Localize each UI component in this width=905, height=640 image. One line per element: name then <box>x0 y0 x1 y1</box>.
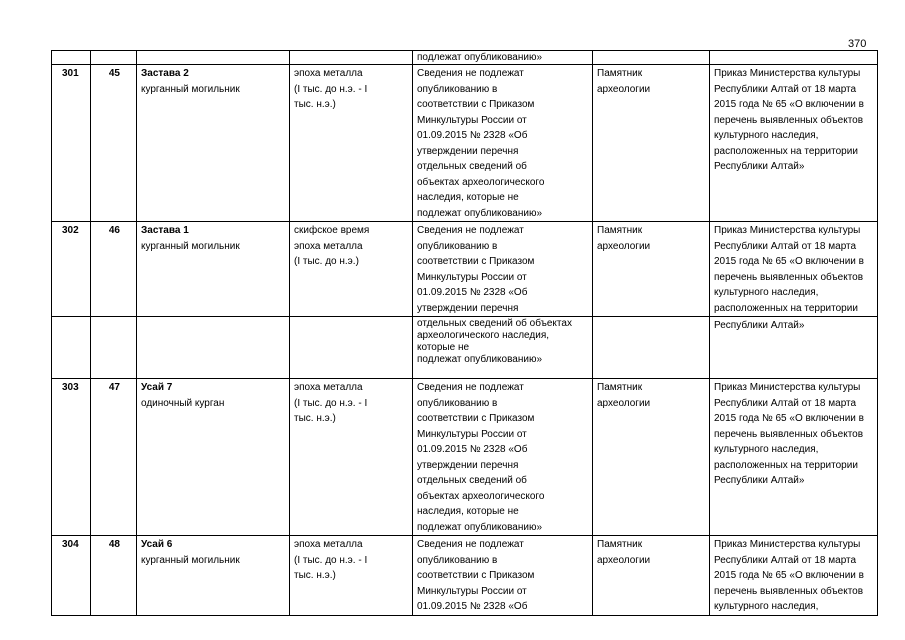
category-line: Памятник <box>597 225 643 236</box>
info-line: отдельных сведений об <box>417 475 527 486</box>
info-cell <box>413 536 593 616</box>
row-number <box>52 536 91 616</box>
document-line: Приказ Министерства культуры <box>714 382 861 393</box>
info-line: соответствии с Приказом <box>417 256 535 267</box>
object-name: Застава 1 <box>141 225 189 236</box>
object-name: Усай 6 <box>141 539 173 550</box>
document-line: перечень выявленных объектов <box>714 585 864 597</box>
document-line: перечень выявленных объектов <box>714 114 864 126</box>
document-line: расположенных на территории <box>714 145 858 157</box>
info-line: соответствии с Приказом <box>417 570 535 581</box>
category-line: археологии <box>597 83 651 95</box>
info-line: подлежат опубликованию» <box>417 207 543 219</box>
object-kind: курганный могильник <box>141 240 240 252</box>
table-row <box>52 65 878 222</box>
row-number-value: 302 <box>62 225 79 236</box>
row-number <box>52 379 91 536</box>
object-kind: одиночный курган <box>141 397 225 409</box>
document-line: перечень выявленных объектов <box>714 428 864 440</box>
info-cell <box>413 65 593 222</box>
category-line: Памятник <box>597 539 643 550</box>
info-line: археологического наследия, <box>417 330 550 341</box>
row-number <box>52 65 91 222</box>
object-name: Застава 2 <box>141 68 189 79</box>
era-line: эпоха металла <box>294 539 363 550</box>
era-line: тыс. н.э.) <box>294 413 336 424</box>
info-line: опубликованию в <box>417 397 498 409</box>
top-fragment <box>413 51 593 65</box>
sub-number-value: 48 <box>108 539 120 550</box>
document-line: Республики Алтай от 18 марта <box>714 554 857 566</box>
info-line: Сведения не подлежат <box>417 382 524 393</box>
era-line: эпоха металла <box>294 382 363 393</box>
document-line: Республики Алтай от 18 марта <box>714 397 857 409</box>
sub-number <box>91 65 137 222</box>
empty-cell <box>52 317 91 379</box>
sub-number-value: 45 <box>108 68 120 79</box>
info-line: Минкультуры России от <box>417 271 527 283</box>
table-row <box>52 51 878 65</box>
info-line: утверждении перечня <box>417 145 519 157</box>
table-row <box>52 536 878 616</box>
info-line: опубликованию в <box>417 240 498 252</box>
document-line: Республики Алтай» <box>714 161 805 172</box>
document-cell <box>710 65 878 222</box>
era-line: тыс. н.э.) <box>294 570 336 581</box>
info-line: опубликованию в <box>417 83 498 95</box>
row-number-value: 301 <box>62 68 79 79</box>
info-line: утверждении перечня <box>417 302 519 314</box>
category-line: Памятник <box>597 68 643 79</box>
info-line: подлежат опубликованию» <box>417 521 543 533</box>
category-cell <box>593 65 710 222</box>
monuments-table <box>51 50 878 616</box>
document-cell <box>710 317 878 379</box>
document-line: культурного наследия, <box>714 287 819 298</box>
info-cell <box>413 379 593 536</box>
empty-cell <box>137 317 290 379</box>
era-line: (I тыс. до н.э. - I <box>294 554 368 566</box>
object-name-cell <box>137 65 290 222</box>
document-cell <box>710 379 878 536</box>
info-cell <box>413 222 593 317</box>
info-cell <box>413 317 593 379</box>
object-name-cell <box>137 222 290 317</box>
info-line: утверждении перечня <box>417 459 519 471</box>
info-line: объектах археологического <box>417 490 545 502</box>
document-line: 2015 года № 65 «О включении в <box>714 99 864 110</box>
object-name-cell <box>137 536 290 616</box>
info-line: отдельных сведений об <box>417 161 527 172</box>
sub-number-value: 46 <box>108 225 120 236</box>
info-line: отдельных сведений об объектах <box>417 318 572 329</box>
era-line: (I тыс. до н.э. - I <box>294 83 368 95</box>
table-row-continuation <box>52 317 878 379</box>
era-line: скифское время <box>294 225 370 236</box>
sub-number <box>91 379 137 536</box>
info-line: Сведения не подлежат <box>417 68 524 79</box>
document-line: культурного наследия, <box>714 130 819 141</box>
document-cell <box>710 536 878 616</box>
category-cell <box>593 222 710 317</box>
era-line: тыс. н.э.) <box>294 99 336 110</box>
info-line: Минкультуры России от <box>417 428 527 440</box>
object-name: Усай 7 <box>141 382 173 393</box>
info-line: Минкультуры России от <box>417 114 527 126</box>
info-line: Сведения не подлежат <box>417 539 524 550</box>
info-line: 01.09.2015 № 2328 «Об <box>417 444 528 455</box>
info-line: 01.09.2015 № 2328 «Об <box>417 130 528 141</box>
empty-cell <box>593 317 710 379</box>
table-row <box>52 379 878 536</box>
document-line: 2015 года № 65 «О включении в <box>714 413 864 424</box>
sub-number-value: 47 <box>108 382 120 393</box>
info-line: подлежат опубликованию» <box>417 52 543 63</box>
era-cell <box>290 222 413 317</box>
info-line: 01.09.2015 № 2328 «Об <box>417 601 528 612</box>
era-line: эпоха металла <box>294 240 363 252</box>
document-line: 2015 года № 65 «О включении в <box>714 570 864 581</box>
category-cell <box>593 379 710 536</box>
document-line: Приказ Министерства культуры <box>714 68 861 79</box>
info-line: 01.09.2015 № 2328 «Об <box>417 287 528 298</box>
sub-number <box>91 222 137 317</box>
document-line: Республики Алтай» <box>714 320 805 331</box>
category-line: археологии <box>597 554 651 566</box>
category-cell <box>593 536 710 616</box>
table-row <box>52 222 878 317</box>
document-line: перечень выявленных объектов <box>714 271 864 283</box>
row-number-value: 303 <box>62 382 79 393</box>
info-line: подлежат опубликованию» <box>417 354 543 365</box>
era-cell <box>290 379 413 536</box>
info-line: наследия, которые не <box>417 192 519 203</box>
document-line: Приказ Министерства культуры <box>714 225 861 236</box>
info-line: наследия, которые не <box>417 506 519 517</box>
info-line: Минкультуры России от <box>417 585 527 597</box>
object-name-cell <box>137 379 290 536</box>
era-cell <box>290 65 413 222</box>
era-line: (I тыс. до н.э.) <box>294 256 359 267</box>
document-line: культурного наследия, <box>714 444 819 455</box>
document-line: расположенных на территории <box>714 302 858 314</box>
info-line: соответствии с Приказом <box>417 413 535 424</box>
category-line: Памятник <box>597 382 643 393</box>
document-line: расположенных на территории <box>714 459 858 471</box>
era-line: (I тыс. до н.э. - I <box>294 397 368 409</box>
era-cell <box>290 536 413 616</box>
document-cell <box>710 222 878 317</box>
info-line: объектах археологического <box>417 176 545 188</box>
info-line: соответствии с Приказом <box>417 99 535 110</box>
page-number: 370 <box>848 38 867 50</box>
row-number-value: 304 <box>62 539 79 550</box>
object-kind: курганный могильник <box>141 83 240 95</box>
info-line: которые не <box>417 342 470 353</box>
document-line: Республики Алтай» <box>714 475 805 486</box>
empty-cell <box>290 317 413 379</box>
document-line: культурного наследия, <box>714 601 819 612</box>
document-line: Приказ Министерства культуры <box>714 539 861 550</box>
row-number <box>52 222 91 317</box>
info-line: опубликованию в <box>417 554 498 566</box>
object-kind: курганный могильник <box>141 554 240 566</box>
document-line: Республики Алтай от 18 марта <box>714 83 857 95</box>
document-line: 2015 года № 65 «О включении в <box>714 256 864 267</box>
info-line: Сведения не подлежат <box>417 225 524 236</box>
category-line: археологии <box>597 240 651 252</box>
empty-cell <box>91 317 137 379</box>
category-line: археологии <box>597 397 651 409</box>
document-line: Республики Алтай от 18 марта <box>714 240 857 252</box>
era-line: эпоха металла <box>294 68 363 79</box>
sub-number <box>91 536 137 616</box>
